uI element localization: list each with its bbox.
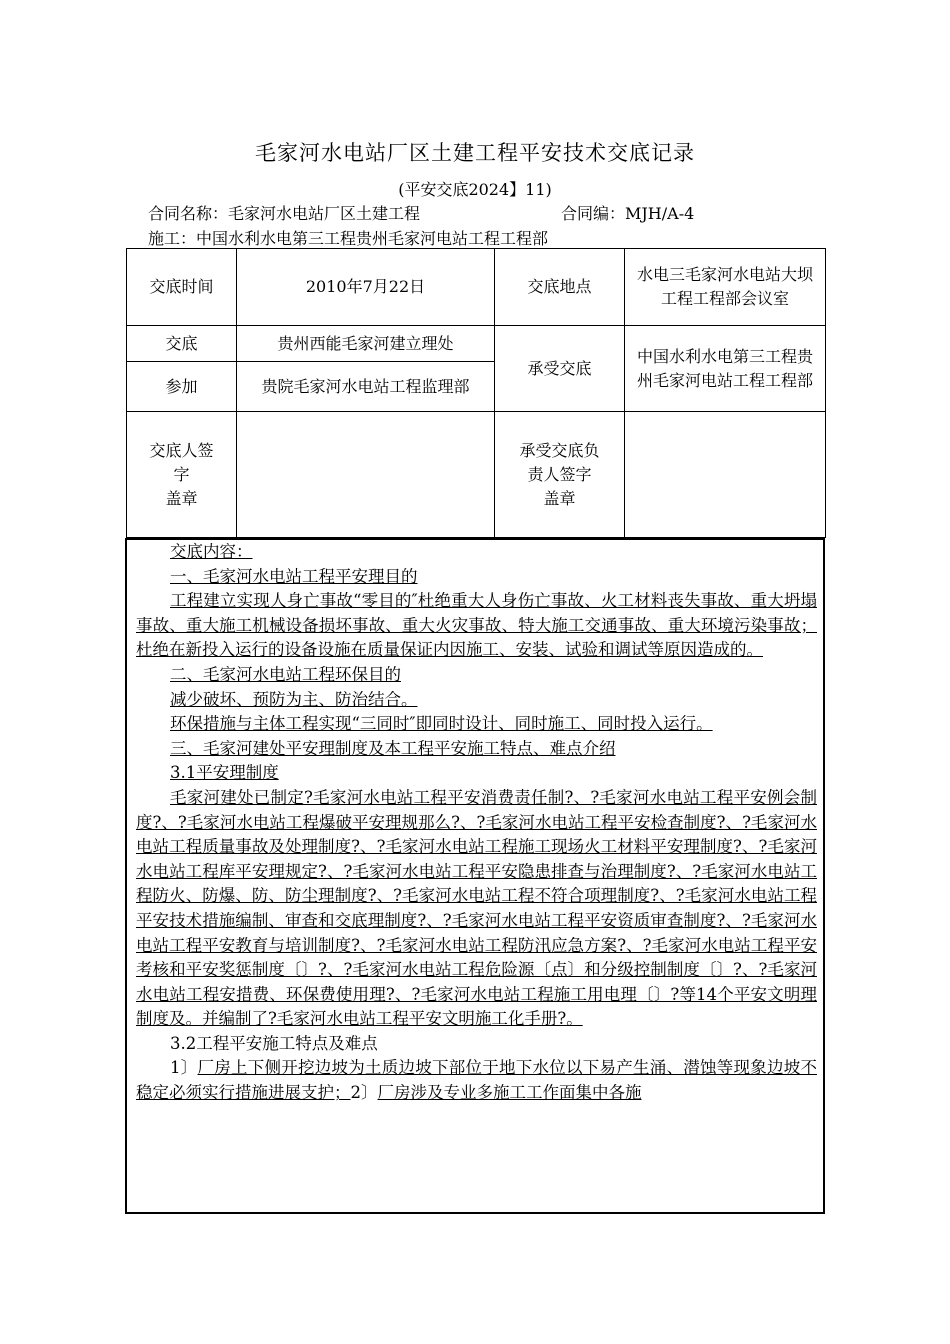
document-title: 毛家河水电站厂区土建工程平安技术交底记录 [255,141,695,165]
contract-number: 合同编：MJH/A-4 [561,204,695,223]
receiver-signer-label-line: 承受交底负 [519,440,600,460]
section-3-1-text: 毛家河建处已制定?毛家河水电站工程平安消费责任制?、?毛家河水电站工程平安例会制度?、?毛家河水电站工程爆破平安理规那么?、?毛家河水电站工程平安检查制度?、?毛家河水电站工程质量事故及处理制度?、?毛家河水电站工程施工现场火工材料平安理制度?、?毛家河水电站工程库平安理规定?、?毛家河水电站工程平安隐患排查与治理制度?、?毛家河水电站工程防火、防爆、防、防尘理制度?、?毛家河水电站工程不符合项理制度?、?毛家河水电站工程平安技术措施编制、审查和交底理制度?、?毛家河水电站工程平安资质审查制度?、?毛家河水电站工程平安教育与培训制度?、?毛家河水电站工程防汛应急方案?、?毛家河水电站工程平安考核和平安奖惩制度〔〕?、?毛家河水电站工程危险源〔点〕和分级控制制度〔〕?、?毛家河水电站工程安措费、环保费使用理?、?毛家河水电站工程施工用电理〔〕?等14个平安文明理制度及。并编制了?毛家河水电站工程平安文明施工化手册?。 [136,787,817,1029]
signer-label-line: 字 [173,464,190,484]
section-3-title: 三、毛家河建处平安理制度及本工程平安施工特点、难点介绍 [170,738,616,758]
section-3-2-title: 3.2工程平安施工特点及难点 [170,1033,378,1053]
document-number: (平安交底2024】11) [398,180,552,199]
receiver-signer-label-line: 责人签字 [527,464,592,484]
item-number: 2〕 [350,1083,378,1103]
signer-label [127,412,237,538]
content-box [125,538,825,1214]
section-1-text: 工程建立实现人身亡事故“零目的″杜绝重大人身伤亡事故、火工材料丧失事故、重大坍塌事故、重大施工机械设备损坏事故、重大火灾事故、特大施工交通事故、重大环境污染事故；杜绝在新投入运行的设备设施在质量保证内因施工、安装、试验和调试等原因造成的。 [136,591,817,660]
section-3-2-text: 厂房上下侧开挖边坡为土质边坡下部位于地下水位以下易产生涌、潜蚀等现象边坡不稳定必须实行措施进展支护； [136,1058,817,1103]
receive-label: 承受交底 [495,326,625,412]
give-value: 贵州西能毛家河建立理处 [237,326,495,362]
receiver-signer-field[interactable] [625,412,826,538]
section-2-title: 二、毛家河水电站工程环保目的 [170,664,401,684]
time-label: 交底时间 [127,249,237,326]
join-label: 参加 [127,362,237,412]
signer-label-line: 交底人签 [149,440,214,460]
section-3-2-text: 厂房涉及专业多施工工作面集中各施 [377,1083,642,1103]
join-value: 贵院毛家河水电站工程监理部 [237,362,495,412]
section-3-1-title: 3.1平安理制度 [170,763,279,783]
give-label: 交底 [127,326,237,362]
item-number: 1〕 [170,1058,198,1078]
signer-label-line: 盖章 [165,488,198,508]
receive-value: 中国水利水电第三工程贵州毛家河电站工程工程部 [625,326,826,412]
signer-field[interactable] [237,412,495,538]
contract-name: 合同名称：毛家河水电站厂区土建工程 [148,204,421,223]
time-value: 2010年7月22日 [237,249,495,326]
receiver-signer-label [495,412,625,538]
content-heading: 交底内容： [170,542,253,561]
section-2-text: 减少破坏、预防为主、防治结合。 [170,689,418,709]
info-table [126,248,826,538]
receiver-signer-label-line: 盖章 [543,488,576,508]
place-label: 交底地点 [495,249,625,326]
construction-unit: 施工：中国水利水电第三工程贵州毛家河电站工程工程部 [148,229,549,248]
section-2-text: 环保措施与主体工程实现“三同时″即同时设计、同时施工、同时投入运行。 [170,714,713,734]
place-value: 水电三毛家河水电站大坝工程工程部会议室 [625,249,826,326]
section-1-title: 一、毛家河水电站工程平安理目的 [170,566,418,586]
